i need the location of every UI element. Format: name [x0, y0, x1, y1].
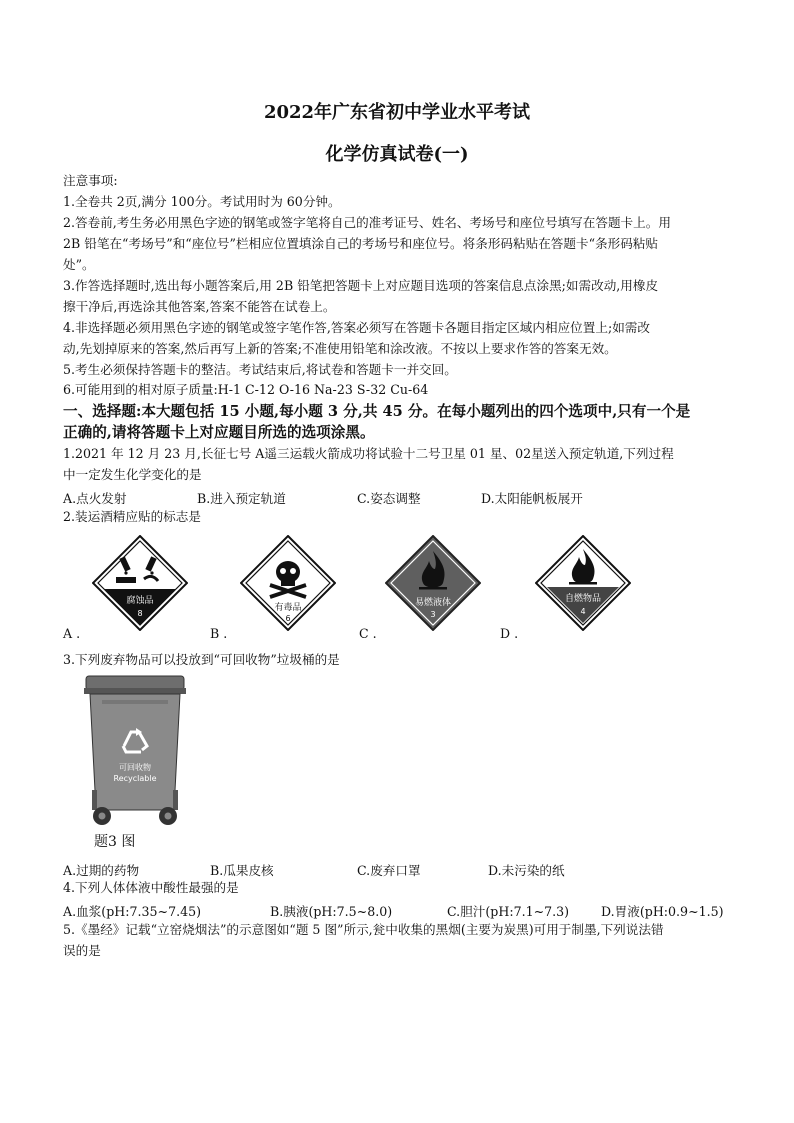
- q4-option-a: A.血浆(pH:7.35~7.45): [63, 904, 202, 919]
- q3-option-b: B.瓜果皮核: [210, 863, 274, 878]
- notes-line: 动,先划掉原来的答案,然后再写上新的答案;不准使用铅笔和涂改液。不按以上要求作答的答案无效。: [63, 341, 617, 356]
- notes-line: 2B 铅笔在“考场号”和“座位号”栏相应位置填涂自己的考场号和座位号。将条形码粘贴在答题卡“条形码粘贴: [63, 236, 658, 251]
- q3-stem: 3.下列废弃物品可以投放到“可回收物”垃圾桶的是: [63, 652, 340, 667]
- q3-option-c: C.废弃口罩: [357, 863, 421, 878]
- q1-stem: 中一定发生化学变化的是: [63, 467, 202, 482]
- figure-caption: 题3 图: [94, 834, 136, 850]
- bin-label-en: Recyclable: [113, 774, 157, 783]
- sign-d-number: 4: [580, 607, 586, 616]
- toxic-sign-icon: [240, 535, 336, 631]
- section-heading: 正确的,请将答题卡上对应题目所选的选项涂黑。: [63, 424, 375, 441]
- notes-heading: 注意事项:: [63, 173, 118, 188]
- q1-option-b: B.进入预定轨道: [197, 491, 286, 506]
- bin-label-cn: 可回收物: [119, 763, 151, 772]
- corrosive-sign-icon: [92, 535, 188, 631]
- q4-option-c: C.胆汁(pH:7.1~7.3): [447, 904, 570, 919]
- q3-option-d: D.未污染的纸: [488, 863, 565, 878]
- notes-line: 4.非选择题必须用黑色字迹的钢笔或签字笔作答,答案必须写在答题卡各题目指定区域内相应位置上;如需改: [63, 320, 650, 335]
- exam-subtitle: 化学仿真试卷(一): [325, 144, 469, 165]
- spontaneous-combustion-sign-icon: [535, 535, 631, 631]
- q2-stem: 2.装运酒精应贴的标志是: [63, 509, 201, 524]
- q1-option-a: A.点火发射: [63, 491, 127, 506]
- notes-line: 6.可能用到的相对原子质量:H-1 C-12 O-16 Na-23 S-32 Cu-64: [63, 382, 429, 397]
- q5-stem: 5.《墨经》记载“立窑烧烟法”的示意图如“题 5 图”所示,瓮中收集的黑烟(主要为炭黑)可用于制墨,下列说法错: [63, 922, 664, 937]
- q2-option-d: D .: [500, 626, 519, 641]
- sign-a-number: 8: [137, 609, 143, 618]
- q5-stem: 误的是: [63, 943, 101, 958]
- q4-option-b: B.胰液(pH:7.5~8.0): [270, 904, 393, 919]
- q1-option-d: D.太阳能帆板展开: [481, 491, 583, 506]
- exam-title: 2022年广东省初中学业水平考试: [263, 102, 531, 123]
- section-heading: 一、选择题:本大题包括 15 小题,每小题 3 分,共 45 分。在每小题列出的四个选项中,只有一个是: [63, 403, 691, 420]
- sign-b-label: 有毒品: [274, 603, 302, 613]
- q1-stem: 1.2021 年 12 月 23 月,长征七号 A遥三运载火箭成功将试验十二号卫星 01 星、02星送入预定轨道,下列过程: [63, 446, 674, 461]
- q2-option-b: B .: [210, 626, 228, 641]
- sign-a-label: 腐蚀品: [126, 596, 154, 606]
- q3-option-a: A.过期的药物: [63, 863, 140, 878]
- notes-line: 5.考生必须保持答题卡的整洁。考试结束后,将试卷和答题卡一并交回。: [63, 362, 457, 377]
- recycle-bin-image: [80, 672, 190, 827]
- sign-c-label: 易燃液体: [414, 598, 452, 608]
- flammable-liquid-sign-icon: [385, 535, 481, 631]
- sign-d-label: 自燃物品: [564, 594, 602, 604]
- q2-option-c: C .: [359, 626, 377, 641]
- q4-option-d: D.胃液(pH:0.9~1.5): [601, 904, 724, 919]
- sign-c-number: 3: [430, 610, 436, 619]
- notes-line: 擦干净后,再选涂其他答案,答案不能答在试卷上。: [63, 299, 336, 314]
- notes-line: 3.作答选择题时,选出每小题答案后,用 2B 铅笔把答题卡上对应题目选项的答案信息点涂黑;如需改动,用橡皮: [63, 278, 659, 293]
- q4-stem: 4.下列人体体液中酸性最强的是: [63, 880, 239, 895]
- q2-option-a: A .: [63, 626, 81, 641]
- sign-b-number: 6: [285, 614, 291, 623]
- q1-option-c: C.姿态调整: [357, 491, 421, 506]
- notes-line: 处”。: [63, 257, 95, 272]
- notes-line: 2.答卷前,考生务必用黑色字迹的钢笔或签字笔将自己的准考证号、姓名、考场号和座位号填写在答题卡上。用: [63, 215, 671, 230]
- notes-line: 1.全卷共 2页,满分 100分。考试用时为 60分钟。: [63, 194, 341, 209]
